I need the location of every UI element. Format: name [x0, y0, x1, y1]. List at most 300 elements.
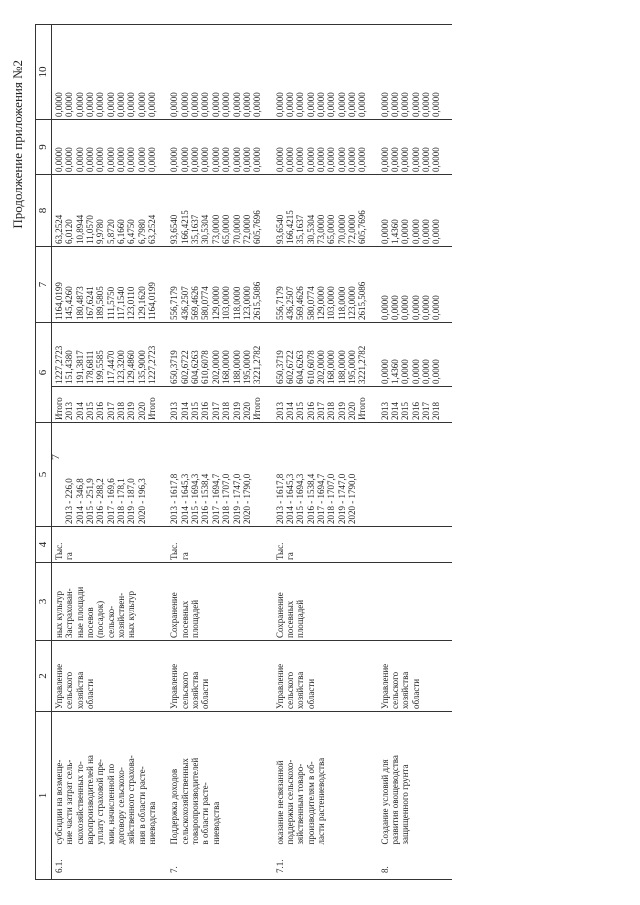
federal-funding-line: 167,6241 — [85, 286, 96, 320]
federal-funding-line: 111,5750 — [105, 286, 116, 320]
row-number-line: 7.1. — [274, 859, 285, 873]
indicator-line: ных культур — [126, 590, 137, 638]
total-funding-line: 3221,2782 — [252, 345, 263, 384]
local-funding-line: 0,0000 — [305, 147, 316, 172]
unit-line: Тыс. — [274, 542, 285, 560]
total-funding-line: 1,4360 — [389, 359, 400, 384]
total-funding-line: 0,0000 — [379, 359, 390, 384]
federal-funding-line: 0,0000 — [379, 295, 390, 320]
measure-name-line: зяйственного страхова- — [126, 755, 137, 845]
years-line: 2015 — [190, 402, 201, 420]
executor-line: Управление — [379, 663, 390, 709]
federal-funding-line: 569,4626 — [190, 286, 201, 320]
row-number-cell — [167, 847, 272, 880]
local-funding-line: 0,0000 — [431, 147, 442, 172]
local-funding-line: 0,0000 — [252, 147, 263, 172]
regional-funding-line: 72,0000 — [346, 214, 357, 244]
total-funding-line: 0,0000 — [431, 359, 442, 384]
other-funding-cell — [378, 25, 452, 120]
years-line: 2020 — [241, 402, 252, 420]
years-line: 2015 — [85, 402, 96, 420]
federal-funding-line: 145,4260 — [64, 286, 75, 320]
row-number-cell — [378, 847, 452, 880]
measure-name-cell — [378, 712, 452, 847]
executor-line: хозяйства — [295, 671, 306, 709]
measure-name-line: варопроизводителей на — [85, 755, 96, 845]
executor-line: области — [200, 678, 211, 709]
executor-line: сельского — [64, 671, 75, 709]
other-funding-line: 0,0000 — [105, 92, 116, 117]
total-funding-line: 1227,2723 — [147, 345, 158, 384]
indicator-cell — [52, 563, 168, 641]
years-line: 2018 — [431, 402, 442, 420]
header-col-9: 9 — [36, 120, 52, 175]
years-line: 2016 — [305, 402, 316, 420]
other-funding-cell — [167, 25, 272, 120]
page-number: 7 — [48, 454, 62, 460]
regional-funding-line: 63,2524 — [147, 214, 158, 244]
other-funding-line: 0,0000 — [336, 92, 347, 117]
total-funding-cell — [52, 323, 168, 387]
total-funding-line: 202,0000 — [315, 350, 326, 384]
other-funding-line: 0,0000 — [179, 92, 190, 117]
indicator-line: Сохранение — [274, 592, 285, 638]
total-funding-line: 1227,2723 — [54, 345, 64, 384]
federal-funding-line: 0,0000 — [431, 295, 442, 320]
target-values-line: 2017 - 1694,7 — [210, 473, 221, 524]
federal-funding-line: 0,0000 — [400, 295, 411, 320]
years-line: 2017 — [105, 402, 116, 420]
regional-funding-line: 30,5304 — [200, 214, 211, 244]
target-values-cell — [167, 423, 272, 527]
executor-line: Управление — [54, 663, 64, 709]
other-funding-line: 0,0000 — [379, 92, 390, 117]
table-row — [273, 25, 378, 880]
federal-funding-line: 189,5805 — [95, 286, 106, 320]
target-values-line: 2015 - 1694,3 — [295, 473, 306, 524]
federal-funding-line: 556,7179 — [274, 286, 285, 320]
target-values-line: 2018 - 1707,0 — [326, 473, 337, 524]
indicator-line: сельско- — [105, 605, 116, 638]
row-number-line: 6.1. — [54, 859, 64, 873]
local-funding-line: 0,0000 — [357, 147, 368, 172]
years-line: Итого — [147, 397, 158, 420]
federal-funding-line: 103,0000 — [326, 286, 337, 320]
other-funding-line: 0,0000 — [169, 92, 180, 117]
unit-cell — [52, 527, 168, 563]
other-funding-line: 0,0000 — [326, 92, 337, 117]
total-funding-line: 610,6078 — [200, 350, 211, 384]
measure-name-line: мии, начисленной по — [105, 763, 116, 845]
total-funding-line: 3221,2782 — [357, 345, 368, 384]
row-number-line: 7. — [169, 866, 180, 873]
years-line: 2014 — [284, 402, 295, 420]
executor-line: Управление — [274, 663, 285, 709]
regional-funding-line: 5,8720 — [105, 219, 116, 244]
regional-funding-line: 6,0120 — [64, 219, 75, 244]
federal-funding-line: 0,0000 — [389, 295, 400, 320]
federal-funding-line: 129,0000 — [315, 286, 326, 320]
measure-name-line: Поддержка доходов — [169, 768, 180, 845]
executor-line: сельского — [389, 671, 400, 709]
header-col-3: 3 — [36, 563, 52, 641]
indicator-line: Сохранение — [169, 592, 180, 638]
local-funding-line: 0,0000 — [54, 147, 64, 172]
regional-funding-line: 10,8944 — [74, 214, 85, 244]
regional-funding-cell — [167, 175, 272, 247]
local-funding-line: 0,0000 — [326, 147, 337, 172]
target-values-line: 2015 - 1694,3 — [190, 473, 201, 524]
local-funding-cell — [167, 120, 272, 175]
other-funding-line: 0,0000 — [136, 92, 147, 117]
indicator-cell — [378, 563, 452, 641]
local-funding-line: 0,0000 — [274, 147, 285, 172]
years-line: Итого — [252, 397, 263, 420]
target-values-line: 2014 - 1645,3 — [179, 473, 190, 524]
total-funding-line: 129,4860 — [126, 350, 137, 384]
header-col-8: 8 — [36, 175, 52, 247]
target-values-line: 2019 - 187,0 — [126, 478, 137, 524]
executor-cell — [378, 641, 452, 712]
executor-line: сельского — [179, 671, 190, 709]
years-line: Итого — [54, 397, 64, 420]
local-funding-line: 0,0000 — [85, 147, 96, 172]
table-row — [378, 25, 452, 880]
other-funding-line: 0,0000 — [116, 92, 127, 117]
other-funding-line: 0,0000 — [357, 92, 368, 117]
years-cell — [273, 387, 378, 423]
local-funding-line: 0,0000 — [210, 147, 221, 172]
years-line: 2014 — [74, 402, 85, 420]
indicator-cell — [273, 563, 378, 641]
years-cell — [52, 387, 168, 423]
target-values-line: 2020 - 1790,0 — [346, 473, 357, 524]
measure-name-line: Создание условий для — [379, 759, 390, 845]
executor-line: хозяйства — [400, 671, 411, 709]
table-body — [52, 25, 452, 880]
total-funding-line: 202,0000 — [210, 350, 221, 384]
local-funding-line: 0,0000 — [147, 147, 158, 172]
other-funding-line: 0,0000 — [221, 92, 232, 117]
regional-funding-line: 6,4750 — [126, 219, 137, 244]
other-funding-line: 0,0000 — [64, 92, 75, 117]
regional-funding-line: 0,0000 — [400, 219, 411, 244]
measure-name-cell — [273, 712, 378, 847]
target-values-line: 2016 - 1538,4 — [200, 473, 211, 524]
federal-funding-line: 436,2507 — [284, 286, 295, 320]
total-funding-line: 135,9000 — [136, 350, 147, 384]
other-funding-line: 0,0000 — [284, 92, 295, 117]
measure-name-line: товаропроизводителей — [190, 757, 201, 845]
local-funding-line: 0,0000 — [179, 147, 190, 172]
indicator-cell — [167, 563, 272, 641]
regional-funding-line: 93,6540 — [274, 214, 285, 244]
header-col-4: 4 — [36, 527, 52, 563]
local-funding-cell — [273, 120, 378, 175]
total-funding-line: 650,3719 — [274, 350, 285, 384]
federal-funding-line: 123,0110 — [126, 286, 137, 320]
years-line: 2018 — [326, 402, 337, 420]
local-funding-line: 0,0000 — [105, 147, 116, 172]
regional-funding-line: 605,7696 — [357, 210, 368, 244]
regional-funding-line: 35,1637 — [190, 214, 201, 244]
measure-name-line: ние части затрат сель- — [64, 759, 75, 845]
local-funding-line: 0,0000 — [64, 147, 75, 172]
local-funding-line: 0,0000 — [421, 147, 431, 172]
total-funding-cell — [378, 323, 452, 387]
indicator-line: посевов — [85, 607, 96, 638]
local-funding-line: 0,0000 — [315, 147, 326, 172]
regional-funding-line: 73,0000 — [210, 214, 221, 244]
local-funding-line: 0,0000 — [200, 147, 211, 172]
total-funding-line: 0,0000 — [410, 359, 421, 384]
unit-cell — [273, 527, 378, 563]
header-col-5: 5 — [36, 423, 52, 527]
years-line: 2017 — [210, 402, 221, 420]
indicator-line: площадей — [295, 599, 306, 638]
regional-funding-line: 0,0000 — [421, 219, 431, 244]
unit-line: Тыс. — [169, 542, 180, 560]
executor-line: сельского — [284, 671, 295, 709]
header-col-1: 1 — [36, 712, 52, 880]
target-values-line: 2016 - 1538,4 — [305, 473, 316, 524]
indicator-line: площадей — [190, 599, 201, 638]
indicator-line: ные площади — [74, 586, 85, 638]
measure-name-line: скохозяйственных то- — [74, 761, 85, 845]
measure-name-line: договору сельскохо- — [116, 767, 127, 845]
executor-cell — [52, 641, 168, 712]
total-funding-line: 151,4380 — [64, 350, 75, 384]
total-funding-line: 602,6722 — [284, 350, 295, 384]
other-funding-line: 0,0000 — [147, 92, 158, 117]
federal-funding-cell — [167, 247, 272, 323]
unit-line: Тыс. — [54, 542, 64, 560]
total-funding-cell — [273, 323, 378, 387]
years-line: 2013 — [274, 402, 285, 420]
measure-name-line: зяйственным товаро- — [295, 763, 306, 845]
federal-funding-line: 180,4873 — [74, 286, 85, 320]
measure-name-line: сельскохозяйственных — [179, 758, 190, 845]
years-line: 2015 — [400, 402, 411, 420]
regional-funding-line: 6,7980 — [136, 219, 147, 244]
local-funding-line: 0,0000 — [346, 147, 357, 172]
regional-funding-line: 63,2524 — [54, 214, 64, 244]
regional-funding-cell — [378, 175, 452, 247]
years-line: 2019 — [336, 402, 347, 420]
total-funding-line: 188,0000 — [231, 350, 242, 384]
other-funding-line: 0,0000 — [54, 92, 64, 117]
executor-line: хозяйства — [74, 671, 85, 709]
target-values-line: 2014 - 346,8 — [74, 478, 85, 524]
measure-name-cell — [52, 712, 168, 847]
local-funding-line: 0,0000 — [231, 147, 242, 172]
local-funding-line: 0,0000 — [126, 147, 137, 172]
measure-name-line: субсидии на возмеще- — [54, 759, 64, 845]
target-values-cell — [378, 423, 452, 527]
federal-funding-line: 2615,5086 — [357, 281, 368, 320]
executor-line: области — [410, 678, 421, 709]
years-line: 2020 — [346, 402, 357, 420]
table-row — [52, 25, 168, 880]
total-funding-line: 604,6263 — [190, 350, 201, 384]
years-line: 2013 — [64, 402, 75, 420]
years-line: 2016 — [95, 402, 106, 420]
other-funding-line: 0,0000 — [210, 92, 221, 117]
regional-funding-line: 605,7696 — [252, 210, 263, 244]
indicator-line: хозяйствен- — [116, 592, 127, 638]
other-funding-line: 0,0000 — [190, 92, 201, 117]
unit-line: га — [179, 552, 190, 560]
total-funding-line: 178,6811 — [85, 350, 96, 384]
total-funding-line: 123,3200 — [116, 350, 127, 384]
table-header-row — [36, 25, 52, 880]
target-values-line: 2013 - 1617,8 — [169, 473, 180, 524]
target-values-line: 2018 - 178,1 — [116, 478, 127, 524]
other-funding-cell — [52, 25, 168, 120]
table-row — [167, 25, 272, 880]
measure-name-line: ласти растениеводства — [315, 757, 326, 845]
local-funding-line: 0,0000 — [116, 147, 127, 172]
target-values-line: 2015 - 251,9 — [85, 478, 96, 524]
years-line: 2017 — [421, 402, 431, 420]
target-values-line: 2013 - 1617,8 — [274, 473, 285, 524]
measure-name-line: развития овощеводства — [389, 755, 400, 845]
appendix-caption: Продолжение приложения №2 — [10, 60, 25, 229]
target-values-line: 2018 - 1707,0 — [221, 473, 232, 524]
years-line: 2020 — [136, 402, 147, 420]
measure-name-line: защищенного грунта — [400, 764, 411, 845]
local-funding-line: 0,0000 — [284, 147, 295, 172]
measure-name-line: оказание несвязанной — [274, 760, 285, 845]
regional-funding-cell — [273, 175, 378, 247]
unit-line: га — [284, 552, 295, 560]
federal-funding-cell — [273, 247, 378, 323]
other-funding-line: 0,0000 — [421, 92, 431, 117]
total-funding-line: 610,6078 — [305, 350, 316, 384]
regional-funding-line: 166,4215 — [179, 210, 190, 244]
local-funding-line: 0,0000 — [74, 147, 85, 172]
indicator-line: посевных — [284, 600, 295, 638]
years-line: Итого — [357, 397, 368, 420]
years-line: 2013 — [379, 402, 390, 420]
executor-line: области — [305, 678, 316, 709]
target-values-line: 2019 - 1747,0 — [231, 473, 242, 524]
other-funding-line: 0,0000 — [126, 92, 137, 117]
federal-funding-line: 556,7179 — [169, 286, 180, 320]
other-funding-line: 0,0000 — [410, 92, 421, 117]
local-funding-line: 0,0000 — [95, 147, 106, 172]
target-values-line: 2017 - 169,6 — [105, 478, 116, 524]
years-line: 2017 — [315, 402, 326, 420]
years-cell — [378, 387, 452, 423]
total-funding-line: 168,0000 — [221, 350, 232, 384]
total-funding-line: 188,0000 — [336, 350, 347, 384]
header-col-7: 7 — [36, 247, 52, 323]
federal-funding-line: 569,4626 — [295, 286, 306, 320]
federal-funding-line: 0,0000 — [421, 295, 431, 320]
local-funding-line: 0,0000 — [336, 147, 347, 172]
years-line: 2016 — [410, 402, 421, 420]
federal-funding-line: 129,0000 — [210, 286, 221, 320]
total-funding-line: 117,4470 — [105, 350, 116, 384]
local-funding-line: 0,0000 — [190, 147, 201, 172]
measure-name-line: уплату страховой пре- — [95, 759, 106, 845]
federal-funding-line: 117,1540 — [116, 286, 127, 320]
target-values-line: 2020 - 1790,0 — [241, 473, 252, 524]
other-funding-line: 0,0000 — [305, 92, 316, 117]
target-values-cell — [273, 423, 378, 527]
federal-funding-line: 123,0000 — [346, 286, 357, 320]
measure-name-line: ниеводства — [210, 801, 221, 845]
total-funding-line: 0,0000 — [400, 359, 411, 384]
indicator-line: ных культур — [54, 590, 64, 638]
regional-funding-line: 35,1637 — [295, 214, 306, 244]
measure-name-line: ния в области расте- — [136, 766, 147, 845]
federal-funding-line: 103,0000 — [221, 286, 232, 320]
federal-funding-line: 1164,0199 — [147, 282, 158, 320]
federal-funding-cell — [52, 247, 168, 323]
target-values-cell — [52, 423, 168, 527]
federal-funding-line: 129,1620 — [136, 286, 147, 320]
other-funding-line: 0,0000 — [346, 92, 357, 117]
local-funding-line: 0,0000 — [169, 147, 180, 172]
indicator-line: посевных — [179, 600, 190, 638]
federal-funding-line: 118,0000 — [231, 286, 242, 320]
total-funding-line: 195,0000 — [241, 350, 252, 384]
executor-cell — [167, 641, 272, 712]
executor-cell — [273, 641, 378, 712]
target-values-line: 2016 - 288,2 — [95, 478, 106, 524]
regional-funding-line: 9,9780 — [95, 219, 106, 244]
total-funding-line: 0,0000 — [421, 359, 431, 384]
regional-funding-cell — [52, 175, 168, 247]
federal-funding-cell — [378, 247, 452, 323]
regional-funding-line: 70,0000 — [336, 214, 347, 244]
row-number-line: 8. — [379, 866, 390, 873]
indicator-line: (посадок) — [95, 600, 106, 638]
executor-line: Управление — [169, 663, 180, 709]
other-funding-line: 0,0000 — [400, 92, 411, 117]
total-funding-line: 650,3719 — [169, 350, 180, 384]
target-values-line: 2020 - 196,3 — [136, 478, 147, 524]
federal-funding-line: 436,2507 — [179, 286, 190, 320]
total-funding-line: 191,3817 — [74, 350, 85, 384]
total-funding-line: 602,6722 — [179, 350, 190, 384]
total-funding-cell — [167, 323, 272, 387]
federal-funding-line: 2615,5086 — [252, 281, 263, 320]
regional-funding-line: 70,0000 — [231, 214, 242, 244]
years-line: 2016 — [200, 402, 211, 420]
regional-funding-line: 65,0000 — [221, 214, 232, 244]
total-funding-line: 195,0000 — [346, 350, 357, 384]
unit-cell — [378, 527, 452, 563]
other-funding-line: 0,0000 — [315, 92, 326, 117]
unit-line: га — [64, 552, 75, 560]
regional-funding-line: 30,5304 — [305, 214, 316, 244]
target-values-line: 2019 - 1747,0 — [336, 473, 347, 524]
measure-name-line: поддержки сельскохо- — [284, 759, 295, 845]
years-line: 2019 — [126, 402, 137, 420]
other-funding-line: 0,0000 — [74, 92, 85, 117]
years-line: 2014 — [389, 402, 400, 420]
other-funding-line: 0,0000 — [200, 92, 211, 117]
target-values-line — [54, 425, 64, 524]
other-funding-line: 0,0000 — [274, 92, 285, 117]
header-col-6: 6 — [36, 323, 52, 423]
federal-funding-line: 0,0000 — [410, 295, 421, 320]
years-line: 2013 — [169, 402, 180, 420]
total-funding-line: 168,0000 — [326, 350, 337, 384]
